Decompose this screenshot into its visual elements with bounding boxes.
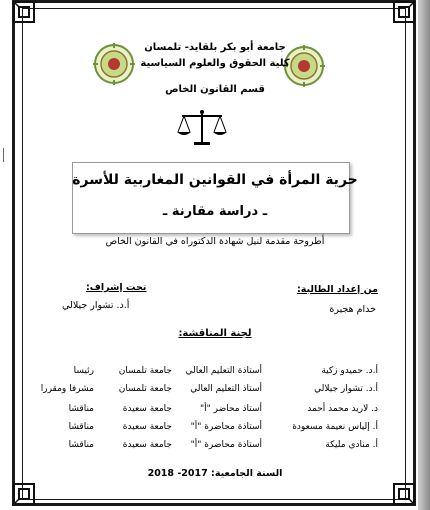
member-university: جامعة سعيدة: [122, 404, 172, 414]
member-university: جامعة سعيدة: [122, 440, 172, 450]
corner-ornament-top-left: [12, 0, 36, 24]
member-rank: أستاذة محاضرة "أ": [190, 422, 262, 432]
committee-heading: لجنة المناقشة:: [178, 328, 252, 339]
member-role: مناقشا: [68, 440, 94, 450]
supervisor-label: تحت إشراف:: [86, 282, 147, 293]
academic-year: السنة الجامعية: 2017- 2018: [147, 468, 283, 479]
supervisor-name: أ.د. تشوار جيلالي: [62, 300, 130, 311]
member-name: أ. منادي مليكة: [325, 440, 378, 450]
corner-ornament-top-right: [392, 0, 416, 24]
member-name: د. لاريد محمد أحمد: [307, 404, 378, 414]
member-rank: أستاذة محاضرة "أ": [190, 440, 262, 450]
left-gutter: [0, 0, 10, 510]
member-name: أ. إلياس نعيمة مسعودة: [292, 422, 378, 432]
member-name: أ.د. حميدو زكية: [321, 366, 378, 376]
prepared-by-label: من إعداد الطالبة:: [296, 284, 378, 295]
member-university: جامعة تلمسان: [118, 366, 172, 376]
member-role: مناقشا: [68, 404, 94, 414]
thesis-subtitle: ـ دراسة مقارنة ـ: [162, 204, 268, 219]
member-university: جامعة سعيدة: [122, 422, 172, 432]
member-rank: أستاذ التعليم العالي: [190, 384, 262, 394]
corner-ornament-bottom-left: [12, 482, 36, 506]
scales-of-justice-icon: [176, 108, 228, 148]
thesis-description: أطروحة مقدمة لنيل شهادة الدكتوراه في القانون الخاص: [105, 236, 325, 247]
corner-ornament-bottom-right: [392, 482, 416, 506]
member-role: رئيسا: [73, 366, 94, 376]
member-university: جامعة تلمسان: [118, 384, 172, 394]
member-rank: أستاذ محاضر "أ": [200, 404, 262, 414]
text-cursor-mark: [3, 148, 4, 162]
student-name: خدام هجيرة: [329, 304, 376, 315]
member-role: مناقشا: [68, 422, 94, 432]
university-name: جامعة أبو بكر بلقايد- تلمسان: [144, 42, 286, 53]
member-rank: أستاذة التعليم العالي: [185, 366, 262, 376]
member-name: أ.د. تشوار جيلالي: [314, 384, 378, 394]
member-role: مشرفا ومقررا: [40, 384, 94, 394]
page-edge-shadow: [418, 0, 430, 510]
department-name: قسم القانون الخاص: [165, 84, 265, 95]
thesis-title: حرية المرأة في القوانين المغاربية للأسرة: [72, 172, 358, 188]
faculty-name: كلية الحقوق والعلوم السياسية: [140, 58, 290, 69]
